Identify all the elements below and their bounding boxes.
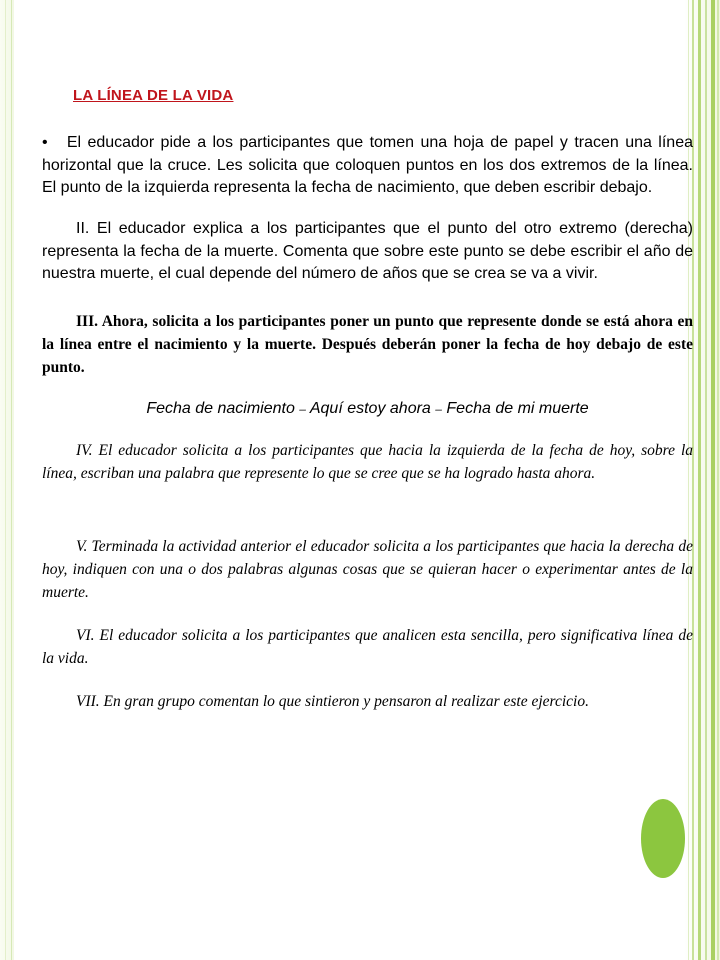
timeline-caption bbox=[42, 400, 693, 418]
paragraph-5: V. Terminada la actividad anterior el educador solicita a los participantes que hacia la derecha de hoy, indiquen con una o dos palabras algunas cosas que se quieran hacer o experimentar antes de la muerte. bbox=[42, 538, 693, 601]
timeline-separator: – bbox=[435, 402, 442, 416]
left-border-line bbox=[11, 0, 12, 960]
left-border-line bbox=[5, 0, 6, 960]
right-border-line bbox=[705, 0, 707, 960]
timeline-now-label: Aquí estoy ahora bbox=[309, 400, 431, 417]
paragraph-2: II. El educador explica a los participantes que el punto del otro extremo (derecha) representa la fecha de la muerte. Comenta que sobre este punto se debe escribir el año de nuestra muerte, el cual depende del número de años que se crea se va a vivir. bbox=[42, 220, 693, 282]
bullet-glyph: • bbox=[42, 134, 48, 151]
paragraph-4: IV. El educador solicita a los participantes que hacia la izquierda de la fecha de hoy, sobre la línea, escriban una palabra que represente lo que se cree que se ha logrado hasta ahora. bbox=[42, 442, 693, 482]
timeline-separator: – bbox=[299, 402, 306, 416]
paragraph-7: VII. En gran grupo comentan lo que sintieron y pensaron al realizar este ejercicio. bbox=[76, 693, 589, 710]
paragraph-6: VI. El educador solicita a los participantes que analicen esta sencilla, pero significativa línea de la vida. bbox=[42, 627, 693, 667]
paragraph-1 bbox=[42, 132, 693, 200]
timeline-birth-label: Fecha de nacimiento bbox=[146, 400, 295, 417]
paragraph-3: III. Ahora, solicita a los participantes poner un punto que represente donde se está ahora en la línea entre el nacimiento y la muerte. Después deberán poner la fecha de hoy debajo de este punto. bbox=[42, 313, 693, 376]
right-border-line bbox=[717, 0, 719, 960]
paragraph-1-text: El educador pide a los participantes que tomen una hoja de papel y tracen una línea horizontal que la cruce. Les solicita que coloquen puntos en los dos extremos de la línea. El punto de la izquierda representa la fecha de nacimiento, que deben escribir debajo. bbox=[42, 134, 693, 196]
timeline-death-label: Fecha de mi muerte bbox=[446, 400, 589, 417]
right-border-line bbox=[711, 0, 715, 960]
green-oval-decoration bbox=[641, 799, 685, 878]
left-border-decoration bbox=[0, 0, 14, 960]
right-border-line bbox=[698, 0, 701, 960]
page-title: LA LÍNEA DE LA VIDA bbox=[73, 87, 234, 104]
